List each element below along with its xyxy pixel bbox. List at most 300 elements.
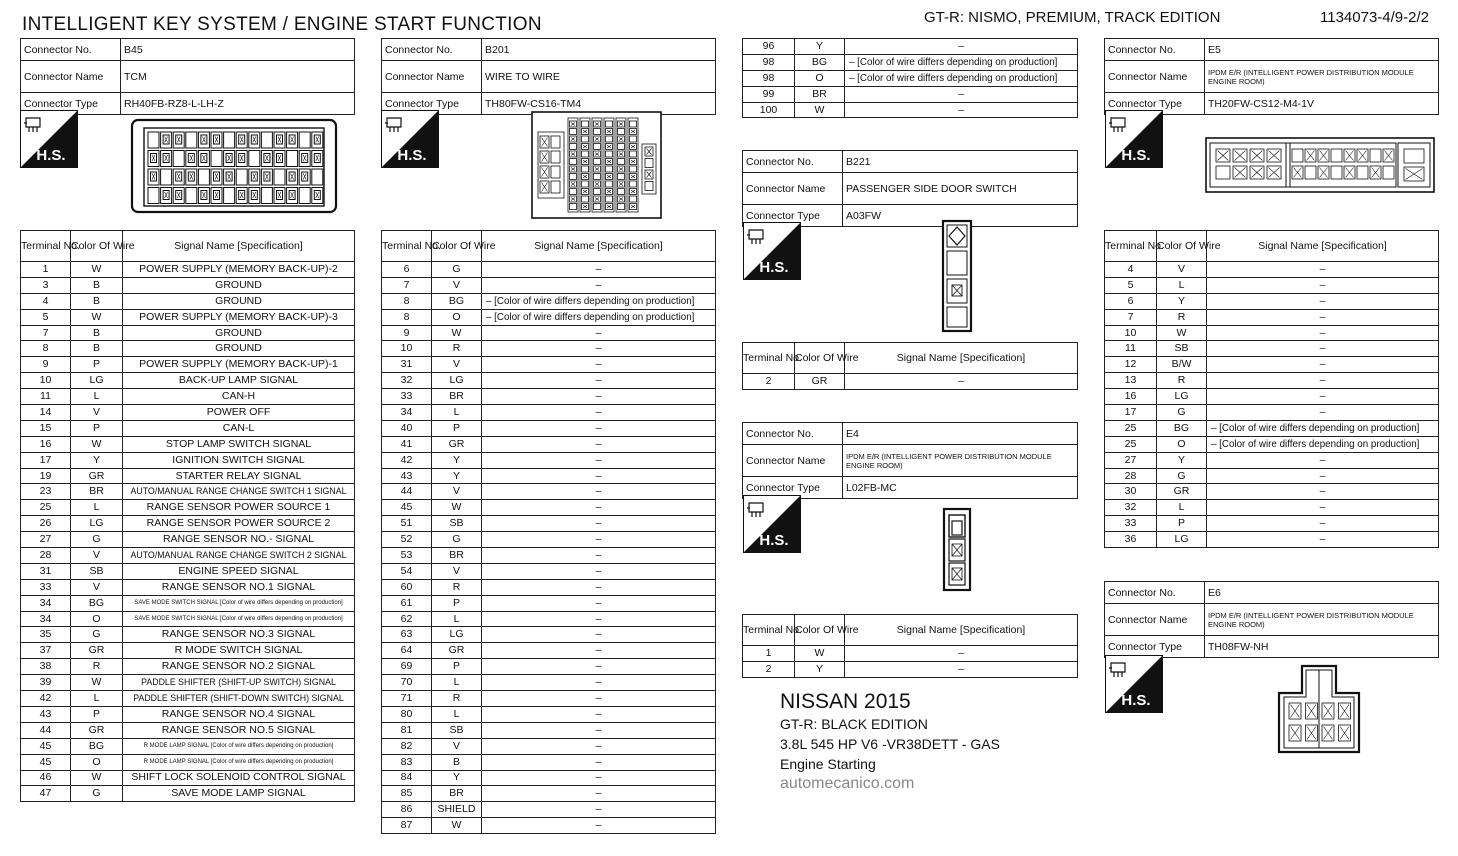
table-row bbox=[382, 516, 716, 532]
label-connector-no: Connector No. bbox=[21, 39, 121, 61]
table-row bbox=[21, 786, 355, 802]
terminal-no-cell: 23 bbox=[21, 484, 71, 500]
table-row bbox=[382, 277, 716, 293]
signal-name-cell: – bbox=[482, 436, 716, 452]
connector-name-value: PASSENGER SIDE DOOR SWITCH bbox=[843, 173, 1078, 205]
table-row bbox=[382, 484, 716, 500]
wire-color-cell: LG bbox=[71, 373, 123, 389]
terminal-no-cell: 84 bbox=[382, 770, 432, 786]
signal-name-cell: – bbox=[482, 262, 716, 278]
connector-no-value: E5 bbox=[1205, 39, 1439, 61]
hs-label: H.S. bbox=[397, 147, 427, 164]
terminal-no-cell: 2 bbox=[743, 374, 795, 390]
terminal-no-cell: 19 bbox=[21, 468, 71, 484]
wire-color-cell: W bbox=[795, 646, 845, 662]
table-row bbox=[382, 770, 716, 786]
wire-color-cell: P bbox=[1157, 516, 1207, 532]
terminal-no-cell: 1 bbox=[743, 646, 795, 662]
terminal-no-cell: 33 bbox=[21, 579, 71, 595]
wire-color-cell: W bbox=[432, 818, 482, 834]
wire-color-cell: G bbox=[71, 627, 123, 643]
terminal-no-cell: 45 bbox=[21, 754, 71, 770]
hs-icon bbox=[743, 495, 801, 553]
wire-color-cell: R bbox=[71, 659, 123, 675]
wire-color-cell: Y bbox=[1157, 452, 1207, 468]
label-connector-name: Connector Name bbox=[743, 445, 843, 477]
signal-name-cell: BACK-UP LAMP SIGNAL bbox=[123, 373, 355, 389]
label-connector-type: Connector Type bbox=[1105, 636, 1205, 658]
table-row bbox=[21, 579, 355, 595]
terminal-no-cell: 85 bbox=[382, 786, 432, 802]
signal-name-cell: – [Color of wire differs depending on production] bbox=[482, 293, 716, 309]
terminal-no-cell: 25 bbox=[1105, 436, 1157, 452]
connector-face-e6 bbox=[1276, 663, 1362, 755]
table-row bbox=[382, 691, 716, 707]
wire-color-cell: R bbox=[1157, 309, 1207, 325]
table-row bbox=[382, 659, 716, 675]
page-title: INTELLIGENT KEY SYSTEM / ENGINE START FUNCTION bbox=[22, 14, 542, 35]
connector-type-value: TH20FW-CS12-M4-1V bbox=[1205, 93, 1439, 115]
signal-name-cell: – bbox=[482, 802, 716, 818]
wire-color-cell: BR bbox=[795, 86, 845, 102]
wire-color-cell: B/W bbox=[1157, 357, 1207, 373]
connector-info-b45 bbox=[20, 38, 355, 115]
table-row bbox=[743, 54, 1078, 70]
table-row bbox=[382, 405, 716, 421]
terminal-no-cell: 14 bbox=[21, 405, 71, 421]
hs-icon bbox=[1105, 655, 1163, 713]
signal-name-cell: CAN-H bbox=[123, 389, 355, 405]
table-row bbox=[1105, 468, 1439, 484]
header-color-of-wire: Color Of Wire bbox=[795, 343, 845, 374]
connector-name-value: IPDM E/R (INTELLIGENT POWER DISTRIBUTION MODULE ENGINE ROOM) bbox=[1205, 604, 1439, 636]
signal-name-cell: RANGE SENSOR NO.2 SIGNAL bbox=[123, 659, 355, 675]
table-row bbox=[382, 325, 716, 341]
header-terminal-no: Terminal No. bbox=[1105, 231, 1157, 262]
wire-color-cell: V bbox=[432, 277, 482, 293]
signal-name-cell: GROUND bbox=[123, 341, 355, 357]
connector-name-value: IPDM E/R (INTELLIGENT POWER DISTRIBUTION MODULE ENGINE ROOM) bbox=[1205, 61, 1439, 93]
table-row bbox=[382, 579, 716, 595]
label-connector-name: Connector Name bbox=[1105, 61, 1205, 93]
wire-color-cell: Y bbox=[71, 452, 123, 468]
table-row bbox=[382, 341, 716, 357]
table-row bbox=[743, 70, 1078, 86]
label-connector-name: Connector Name bbox=[382, 61, 482, 93]
wire-color-cell: L bbox=[71, 691, 123, 707]
label-connector-no: Connector No. bbox=[743, 423, 843, 445]
wire-color-cell: L bbox=[1157, 500, 1207, 516]
label-connector-type: Connector Type bbox=[382, 93, 482, 115]
wire-color-cell: B bbox=[432, 754, 482, 770]
signal-name-cell: – bbox=[482, 484, 716, 500]
table-row bbox=[21, 468, 355, 484]
signal-name-cell: – bbox=[482, 770, 716, 786]
wire-color-cell: G bbox=[432, 262, 482, 278]
signal-name-cell: – bbox=[845, 39, 1078, 55]
table-row bbox=[1105, 484, 1439, 500]
table-row bbox=[1105, 293, 1439, 309]
connector-info-e5 bbox=[1104, 38, 1439, 115]
signal-name-cell: – [Color of wire differs depending on production] bbox=[482, 309, 716, 325]
table-row bbox=[743, 102, 1078, 118]
connector-type-value: RH40FB-RZ8-L-LH-Z bbox=[121, 93, 355, 115]
terminal-no-cell: 10 bbox=[21, 373, 71, 389]
wire-color-cell: Y bbox=[1157, 293, 1207, 309]
table-row bbox=[21, 436, 355, 452]
signal-name-cell: – bbox=[1207, 341, 1439, 357]
wire-color-cell: L bbox=[71, 389, 123, 405]
wire-color-cell: Y bbox=[432, 452, 482, 468]
signal-name-cell: – bbox=[482, 563, 716, 579]
table-row bbox=[1105, 262, 1439, 278]
wire-color-cell: SB bbox=[432, 722, 482, 738]
terminal-no-cell: 33 bbox=[1105, 516, 1157, 532]
wire-color-cell: SB bbox=[432, 516, 482, 532]
terminal-no-cell: 42 bbox=[21, 691, 71, 707]
signal-name-cell: – bbox=[482, 277, 716, 293]
signal-name-cell: RANGE SENSOR NO.3 SIGNAL bbox=[123, 627, 355, 643]
terminal-no-cell: 62 bbox=[382, 611, 432, 627]
signal-name-cell: – bbox=[482, 754, 716, 770]
table-row bbox=[382, 722, 716, 738]
label-connector-type: Connector Type bbox=[743, 205, 843, 227]
signal-name-cell: – bbox=[1207, 373, 1439, 389]
label-connector-type: Connector Type bbox=[1105, 93, 1205, 115]
table-row bbox=[743, 86, 1078, 102]
terminal-no-cell: 10 bbox=[1105, 325, 1157, 341]
table-row bbox=[382, 309, 716, 325]
wire-color-cell: SHIELD bbox=[432, 802, 482, 818]
terminal-no-cell: 27 bbox=[1105, 452, 1157, 468]
table-row bbox=[1105, 325, 1439, 341]
connector-no-value: B201 bbox=[482, 39, 716, 61]
header-signal-name: Signal Name [Specification] bbox=[482, 231, 716, 262]
wire-color-cell: BG bbox=[71, 738, 123, 754]
signal-name-cell: AUTO/MANUAL RANGE CHANGE SWITCH 1 SIGNAL bbox=[123, 484, 355, 500]
hs-label: H.S. bbox=[1121, 147, 1151, 164]
signal-name-cell: RANGE SENSOR NO.1 SIGNAL bbox=[123, 579, 355, 595]
terminal-no-cell: 8 bbox=[382, 293, 432, 309]
signal-name-cell: PADDLE SHIFTER (SHIFT-DOWN SWITCH) SIGNAL bbox=[123, 691, 355, 707]
wire-color-cell: B bbox=[71, 277, 123, 293]
table-row bbox=[382, 500, 716, 516]
connector-no-value: E6 bbox=[1205, 582, 1439, 604]
wire-color-cell: L bbox=[71, 500, 123, 516]
table-row bbox=[743, 39, 1078, 55]
wire-color-cell: Y bbox=[795, 661, 845, 677]
label-connector-name: Connector Name bbox=[1105, 604, 1205, 636]
label-connector-no: Connector No. bbox=[743, 151, 843, 173]
wire-color-cell: B bbox=[71, 325, 123, 341]
wire-color-cell: W bbox=[432, 500, 482, 516]
signal-name-cell: – bbox=[482, 691, 716, 707]
signal-name-cell: – bbox=[482, 500, 716, 516]
terminal-no-cell: 47 bbox=[21, 786, 71, 802]
wire-color-cell: BG bbox=[71, 595, 123, 611]
terminal-no-cell: 99 bbox=[743, 86, 795, 102]
wire-color-cell: R bbox=[432, 691, 482, 707]
terminal-no-cell: 52 bbox=[382, 532, 432, 548]
wire-color-cell: GR bbox=[432, 643, 482, 659]
wire-color-cell: V bbox=[71, 405, 123, 421]
signal-name-cell: R MODE SWITCH SIGNAL bbox=[123, 643, 355, 659]
wire-color-cell: G bbox=[1157, 468, 1207, 484]
connector-info-e6 bbox=[1104, 581, 1439, 658]
table-row bbox=[1105, 357, 1439, 373]
connector-face-b221 bbox=[941, 219, 973, 333]
wire-color-cell: Y bbox=[795, 39, 845, 55]
signal-name-cell: – bbox=[482, 357, 716, 373]
wire-color-cell: BG bbox=[1157, 420, 1207, 436]
table-row bbox=[382, 548, 716, 564]
connector-type-value: TH08FW-NH bbox=[1205, 636, 1439, 658]
table-row bbox=[21, 659, 355, 675]
signal-name-cell: RANGE SENSOR POWER SOURCE 1 bbox=[123, 500, 355, 516]
signal-name-cell: – bbox=[845, 374, 1078, 390]
footer-system: Engine Starting bbox=[780, 756, 876, 772]
signal-name-cell: – bbox=[482, 341, 716, 357]
terminal-no-cell: 82 bbox=[382, 738, 432, 754]
signal-table-e5 bbox=[1104, 230, 1439, 548]
signal-name-cell: – bbox=[482, 818, 716, 834]
table-row bbox=[382, 452, 716, 468]
terminal-no-cell: 43 bbox=[382, 468, 432, 484]
terminal-no-cell: 5 bbox=[21, 309, 71, 325]
wire-color-cell: G bbox=[1157, 405, 1207, 421]
wire-color-cell: R bbox=[432, 341, 482, 357]
terminal-no-cell: 81 bbox=[382, 722, 432, 738]
wire-color-cell: O bbox=[432, 309, 482, 325]
signal-table-b201 bbox=[381, 230, 716, 834]
table-row bbox=[382, 389, 716, 405]
signal-name-cell: RANGE SENSOR NO.5 SIGNAL bbox=[123, 722, 355, 738]
wire-color-cell: V bbox=[432, 484, 482, 500]
wire-color-cell: BR bbox=[71, 484, 123, 500]
terminal-no-cell: 8 bbox=[382, 309, 432, 325]
signal-name-cell: GROUND bbox=[123, 277, 355, 293]
signal-name-cell: – [Color of wire differs depending on production] bbox=[1207, 420, 1439, 436]
wire-color-cell: G bbox=[71, 532, 123, 548]
table-row bbox=[382, 436, 716, 452]
table-row bbox=[382, 595, 716, 611]
terminal-no-cell: 6 bbox=[382, 262, 432, 278]
signal-name-cell: – bbox=[482, 659, 716, 675]
table-row bbox=[382, 357, 716, 373]
terminal-no-cell: 2 bbox=[743, 661, 795, 677]
table-row bbox=[21, 452, 355, 468]
signal-name-cell: SAVE MODE SWITCH SIGNAL [Color of wire differs depending on production] bbox=[123, 611, 355, 627]
signal-name-cell: SAVE MODE LAMP SIGNAL bbox=[123, 786, 355, 802]
wire-color-cell: LG bbox=[1157, 389, 1207, 405]
connector-no-value: B221 bbox=[843, 151, 1078, 173]
table-row bbox=[21, 420, 355, 436]
signal-name-cell: – bbox=[482, 722, 716, 738]
table-row bbox=[21, 611, 355, 627]
terminal-no-cell: 9 bbox=[382, 325, 432, 341]
signal-name-cell: POWER SUPPLY (MEMORY BACK-UP)-3 bbox=[123, 309, 355, 325]
footer-model: GT-R: BLACK EDITION bbox=[780, 716, 928, 732]
connector-name-value: WIRE TO WIRE bbox=[482, 61, 716, 93]
terminal-no-cell: 45 bbox=[382, 500, 432, 516]
terminal-no-cell: 17 bbox=[1105, 405, 1157, 421]
hs-label: H.S. bbox=[1121, 692, 1151, 709]
footer-brand: NISSAN 2015 bbox=[780, 690, 911, 713]
table-row bbox=[21, 675, 355, 691]
terminal-no-cell: 10 bbox=[382, 341, 432, 357]
table-row bbox=[1105, 516, 1439, 532]
terminal-no-cell: 100 bbox=[743, 102, 795, 118]
table-row bbox=[382, 675, 716, 691]
terminal-no-cell: 26 bbox=[21, 516, 71, 532]
wire-color-cell: GR bbox=[432, 436, 482, 452]
wire-color-cell: GR bbox=[71, 643, 123, 659]
model-line: GT-R: NISMO, PREMIUM, TRACK EDITION bbox=[924, 9, 1221, 26]
label-connector-no: Connector No. bbox=[1105, 582, 1205, 604]
terminal-no-cell: 51 bbox=[382, 516, 432, 532]
terminal-no-cell: 38 bbox=[21, 659, 71, 675]
signal-name-cell: – bbox=[482, 627, 716, 643]
wire-color-cell: V bbox=[432, 738, 482, 754]
wire-color-cell: GR bbox=[795, 374, 845, 390]
signal-name-cell: CAN-L bbox=[123, 420, 355, 436]
terminal-no-cell: 6 bbox=[1105, 293, 1157, 309]
table-row bbox=[1105, 309, 1439, 325]
terminal-no-cell: 5 bbox=[1105, 277, 1157, 293]
terminal-no-cell: 64 bbox=[382, 643, 432, 659]
terminal-no-cell: 25 bbox=[1105, 420, 1157, 436]
hs-icon bbox=[1105, 110, 1163, 168]
signal-name-cell: – bbox=[845, 646, 1078, 662]
table-row bbox=[382, 643, 716, 659]
table-row bbox=[21, 516, 355, 532]
header-color-of-wire: Color Of Wire bbox=[1157, 231, 1207, 262]
table-row bbox=[382, 293, 716, 309]
connector-no-value: B45 bbox=[121, 39, 355, 61]
hs-icon bbox=[20, 110, 78, 168]
table-row bbox=[21, 389, 355, 405]
table-row bbox=[21, 500, 355, 516]
table-row bbox=[382, 262, 716, 278]
terminal-no-cell: 34 bbox=[382, 405, 432, 421]
wire-color-cell: L bbox=[432, 675, 482, 691]
terminal-no-cell: 54 bbox=[382, 563, 432, 579]
terminal-no-cell: 15 bbox=[21, 420, 71, 436]
signal-name-cell: – bbox=[482, 452, 716, 468]
signal-name-cell: – [Color of wire differs depending on production] bbox=[1207, 436, 1439, 452]
table-row bbox=[21, 722, 355, 738]
signal-name-cell: – bbox=[482, 579, 716, 595]
terminal-no-cell: 44 bbox=[21, 722, 71, 738]
signal-name-cell: AUTO/MANUAL RANGE CHANGE SWITCH 2 SIGNAL bbox=[123, 548, 355, 564]
signal-table-b45 bbox=[20, 230, 355, 802]
signal-name-cell: – bbox=[845, 86, 1078, 102]
signal-name-cell: RANGE SENSOR POWER SOURCE 2 bbox=[123, 516, 355, 532]
terminal-no-cell: 71 bbox=[382, 691, 432, 707]
signal-name-cell: – bbox=[482, 675, 716, 691]
signal-name-cell: IGNITION SWITCH SIGNAL bbox=[123, 452, 355, 468]
table-row bbox=[382, 532, 716, 548]
wire-color-cell: G bbox=[432, 532, 482, 548]
terminal-no-cell: 83 bbox=[382, 754, 432, 770]
wire-color-cell: SB bbox=[71, 563, 123, 579]
signal-name-cell: POWER SUPPLY (MEMORY BACK-UP)-1 bbox=[123, 357, 355, 373]
terminal-no-cell: 87 bbox=[382, 818, 432, 834]
signal-name-cell: – bbox=[482, 611, 716, 627]
signal-name-cell: – bbox=[482, 516, 716, 532]
signal-name-cell: – bbox=[1207, 452, 1439, 468]
table-row bbox=[21, 309, 355, 325]
label-connector-no: Connector No. bbox=[382, 39, 482, 61]
signal-name-cell: GROUND bbox=[123, 293, 355, 309]
wire-color-cell: W bbox=[71, 262, 123, 278]
signal-name-cell: RANGE SENSOR NO.- SIGNAL bbox=[123, 532, 355, 548]
wire-color-cell: BG bbox=[432, 293, 482, 309]
table-row bbox=[1105, 452, 1439, 468]
terminal-no-cell: 31 bbox=[382, 357, 432, 373]
signal-name-cell: RANGE SENSOR NO.4 SIGNAL bbox=[123, 706, 355, 722]
terminal-no-cell: 28 bbox=[1105, 468, 1157, 484]
terminal-no-cell: 30 bbox=[1105, 484, 1157, 500]
signal-name-cell: STARTER RELAY SIGNAL bbox=[123, 468, 355, 484]
terminal-no-cell: 41 bbox=[382, 436, 432, 452]
footer-engine: 3.8L 545 HP V6 -VR38DETT - GAS bbox=[780, 736, 1000, 752]
signal-name-cell: – [Color of wire differs depending on production] bbox=[845, 54, 1078, 70]
label-connector-name: Connector Name bbox=[21, 61, 121, 93]
wire-color-cell: V bbox=[1157, 262, 1207, 278]
wire-color-cell: LG bbox=[1157, 532, 1207, 548]
terminal-no-cell: 16 bbox=[21, 436, 71, 452]
table-row bbox=[382, 468, 716, 484]
hs-icon bbox=[381, 110, 439, 168]
signal-name-cell: – bbox=[482, 706, 716, 722]
signal-table-b201-continued bbox=[742, 38, 1078, 118]
wire-color-cell: L bbox=[432, 706, 482, 722]
terminal-no-cell: 33 bbox=[382, 389, 432, 405]
table-row bbox=[1105, 341, 1439, 357]
wire-color-cell: P bbox=[71, 420, 123, 436]
table-row bbox=[21, 262, 355, 278]
wire-color-cell: W bbox=[71, 675, 123, 691]
connector-info-e4 bbox=[742, 422, 1078, 499]
table-row bbox=[1105, 420, 1439, 436]
table-row bbox=[21, 532, 355, 548]
terminal-no-cell: 3 bbox=[21, 277, 71, 293]
header-signal-name: Signal Name [Specification] bbox=[845, 615, 1078, 646]
wire-color-cell: O bbox=[795, 70, 845, 86]
terminal-no-cell: 98 bbox=[743, 54, 795, 70]
table-row bbox=[382, 611, 716, 627]
wire-color-cell: W bbox=[1157, 325, 1207, 341]
wire-color-cell: V bbox=[71, 548, 123, 564]
table-row bbox=[1105, 389, 1439, 405]
terminal-no-cell: 80 bbox=[382, 706, 432, 722]
table-row bbox=[21, 548, 355, 564]
terminal-no-cell: 7 bbox=[382, 277, 432, 293]
table-row bbox=[21, 405, 355, 421]
wire-color-cell: O bbox=[71, 611, 123, 627]
wire-color-cell: LG bbox=[432, 627, 482, 643]
hs-label: H.S. bbox=[759, 532, 789, 549]
header-signal-name: Signal Name [Specification] bbox=[845, 343, 1078, 374]
table-row bbox=[382, 818, 716, 834]
header-terminal-no: Terminal No. bbox=[743, 615, 795, 646]
connector-type-value: L02FB-MC bbox=[843, 477, 1078, 499]
signal-name-cell: – bbox=[482, 468, 716, 484]
wire-color-cell: P bbox=[432, 420, 482, 436]
signal-name-cell: – bbox=[1207, 389, 1439, 405]
header-signal-name: Signal Name [Specification] bbox=[123, 231, 355, 262]
